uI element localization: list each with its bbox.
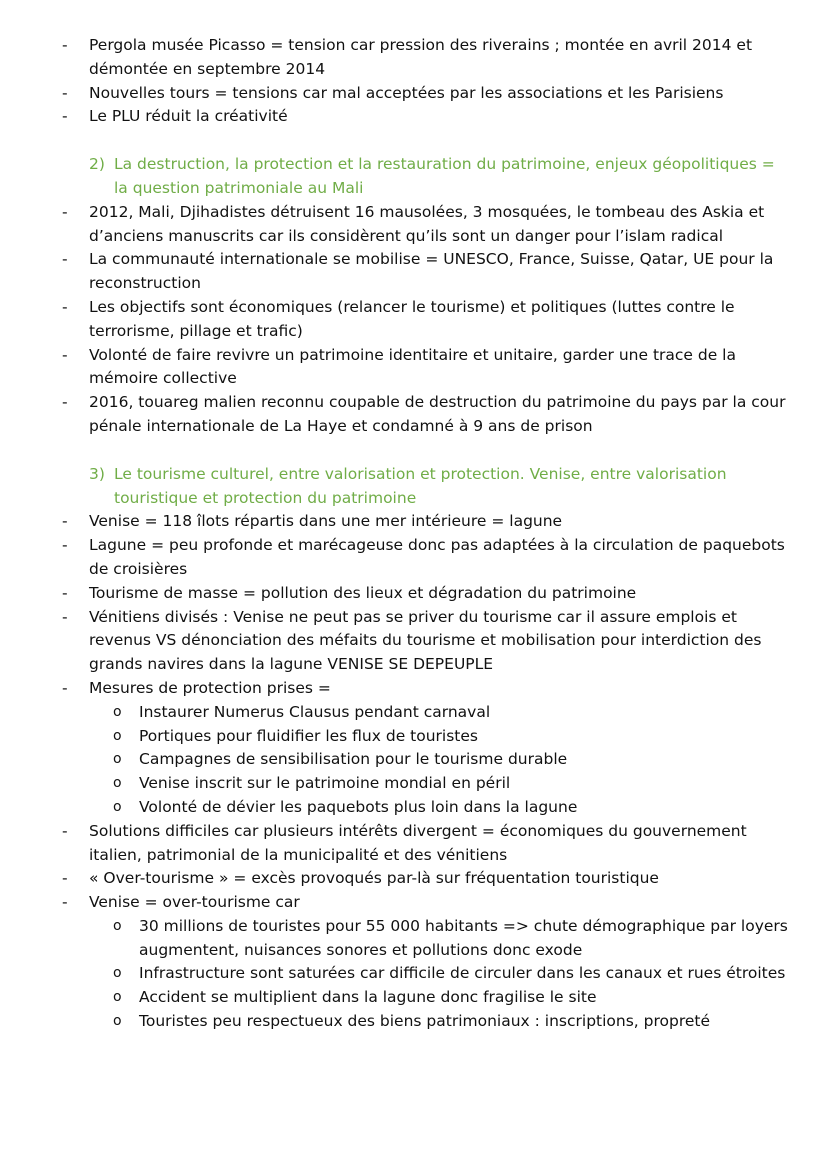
circle-bullet-icon: o [113, 1013, 122, 1030]
list-item-text: « Over-tourisme » = excès provoqués par-là sur fréquentation touristique [89, 869, 659, 888]
section-number: 3) [89, 464, 105, 483]
list-item-text: Pergola musée Picasso = tension car pression des riverains ; montée en avril 2014 et démontée en septembre 2014 [89, 36, 753, 78]
sub-list-item [0, 748, 828, 772]
sub-list-item [0, 725, 828, 749]
section-heading [0, 463, 828, 511]
sub-list-item-text: Volonté de dévier les paquebots plus loin dans la lagune [139, 797, 578, 816]
list-item-text: Mesures de protection prises = [89, 678, 331, 697]
sub-list-item [0, 772, 828, 796]
document-page [0, 34, 828, 1034]
sub-list-item [0, 701, 828, 725]
dash-marker: - [62, 583, 68, 602]
list-item-text: Solutions difficiles car plusieurs intérêts divergent = économiques du gouvernement italien, patrimonial de la municipalité et des vénitiens [89, 821, 747, 864]
sub-list-item-text: Portiques pour fluidifier les flux de touristes [139, 726, 478, 745]
list-item-text: Nouvelles tours = tensions car mal acceptées par les associations et les Parisiens [89, 83, 724, 102]
list-item-text: Lagune = peu profonde et marécageuse donc pas adaptées à la circulation de paquebots de croisières [89, 536, 785, 578]
section-number: 2) [89, 155, 105, 174]
list-item-text: Les objectifs sont économiques (relancer le tourisme) et politiques (luttes contre le terrorisme, pillage et trafic) [89, 297, 735, 340]
dash-marker: - [62, 869, 68, 888]
list-item [0, 606, 828, 677]
list-item-text: Venise = 118 îlots répartis dans une mer intérieure = lagune [89, 512, 563, 531]
section-heading-text: La destruction, la protection et la restauration du patrimoine, enjeux géopolitiques = la question patrimoniale au Mali [114, 155, 775, 197]
circle-bullet-icon: o [113, 965, 122, 982]
sub-list-item-text: Venise inscrit sur le patrimoine mondial en péril [139, 774, 511, 793]
dash-marker: - [62, 607, 68, 626]
dash-marker: - [62, 250, 68, 269]
circle-bullet-icon: o [113, 917, 122, 934]
sub-list-item [0, 962, 828, 986]
list-item [0, 248, 828, 296]
section-heading [0, 153, 828, 201]
dash-marker: - [62, 107, 68, 126]
sub-list-item [0, 915, 828, 963]
circle-bullet-icon: o [113, 751, 122, 768]
dash-marker: - [62, 893, 68, 912]
sub-list-item-text: 30 millions de touristes pour 55 000 habitants => chute démographique par loyers augmentent, nuisances sonores et pollutions donc exode [139, 916, 788, 959]
sub-list-item-text: Touristes peu respectueux des biens patrimoniaux : inscriptions, propreté [139, 1012, 711, 1031]
circle-bullet-icon: o [113, 989, 122, 1006]
list-item [0, 582, 828, 606]
list-item [0, 105, 828, 129]
dash-marker: - [62, 83, 68, 102]
sub-list-item-text: Instaurer Numerus Clausus pendant carnaval [139, 702, 491, 721]
dash-marker: - [62, 202, 68, 221]
list-item [0, 867, 828, 891]
list-item [0, 891, 828, 915]
list-item [0, 201, 828, 249]
dash-marker: - [62, 821, 68, 840]
dash-marker: - [62, 678, 68, 697]
circle-bullet-icon: o [113, 798, 122, 815]
dash-marker: - [62, 512, 68, 531]
circle-bullet-icon: o [113, 775, 122, 792]
circle-bullet-icon: o [113, 727, 122, 744]
dash-marker: - [62, 393, 68, 412]
list-item-text: Vénitiens divisés : Venise ne peut pas se priver du tourisme car il assure emplois et revenus VS dénonciation des méfaits du tourisme et mobilisation pour interdiction des grands navires dans la lagune VENISE SE DEPEUPLE [89, 607, 762, 674]
sub-list-item [0, 796, 828, 820]
list-item [0, 510, 828, 534]
list-item [0, 296, 828, 344]
dash-marker: - [62, 297, 68, 316]
list-item [0, 344, 828, 392]
sub-list-item [0, 1010, 828, 1034]
list-item-text: Venise = over-tourisme car [89, 893, 300, 912]
dash-marker: - [62, 536, 68, 555]
list-item-text: Volonté de faire revivre un patrimoine identitaire et unitaire, garder une trace de la mémoire collective [89, 345, 736, 388]
sub-list-item-text: Accident se multiplient dans la lagune donc fragilise le site [139, 988, 597, 1007]
list-item [0, 34, 828, 82]
dash-marker: - [62, 345, 68, 364]
list-item-text: Le PLU réduit la créativité [89, 107, 288, 126]
list-item [0, 82, 828, 106]
sub-list-item [0, 986, 828, 1010]
list-item-text: 2016, touareg malien reconnu coupable de destruction du patrimoine du pays par la cour pénale internationale de La Haye et condamné à 9 ans de prison [89, 393, 786, 435]
list-item-text: Tourisme de masse = pollution des lieux et dégradation du patrimoine [89, 583, 637, 602]
sub-list-item-text: Infrastructure sont saturées car difficile de circuler dans les canaux et rues étroites [139, 964, 786, 983]
dash-marker: - [62, 36, 68, 54]
section-heading-text: Le tourisme culturel, entre valorisation et protection. Venise, entre valorisation touristique et protection du patrimoine [114, 464, 727, 507]
sub-list-item-text: Campagnes de sensibilisation pour le tourisme durable [139, 750, 568, 769]
list-item [0, 534, 828, 582]
list-item [0, 391, 828, 439]
list-item-text: La communauté internationale se mobilise = UNESCO, France, Suisse, Qatar, UE pour la reconstruction [89, 250, 774, 293]
circle-bullet-icon: o [113, 703, 122, 720]
list-item [0, 820, 828, 868]
list-item [0, 677, 828, 701]
list-item-text: 2012, Mali, Djihadistes détruisent 16 mausolées, 3 mosquées, le tombeau des Askia et d’anciens manuscrits car ils considèrent qu’ils sont un danger pour l’islam radical [89, 202, 765, 245]
